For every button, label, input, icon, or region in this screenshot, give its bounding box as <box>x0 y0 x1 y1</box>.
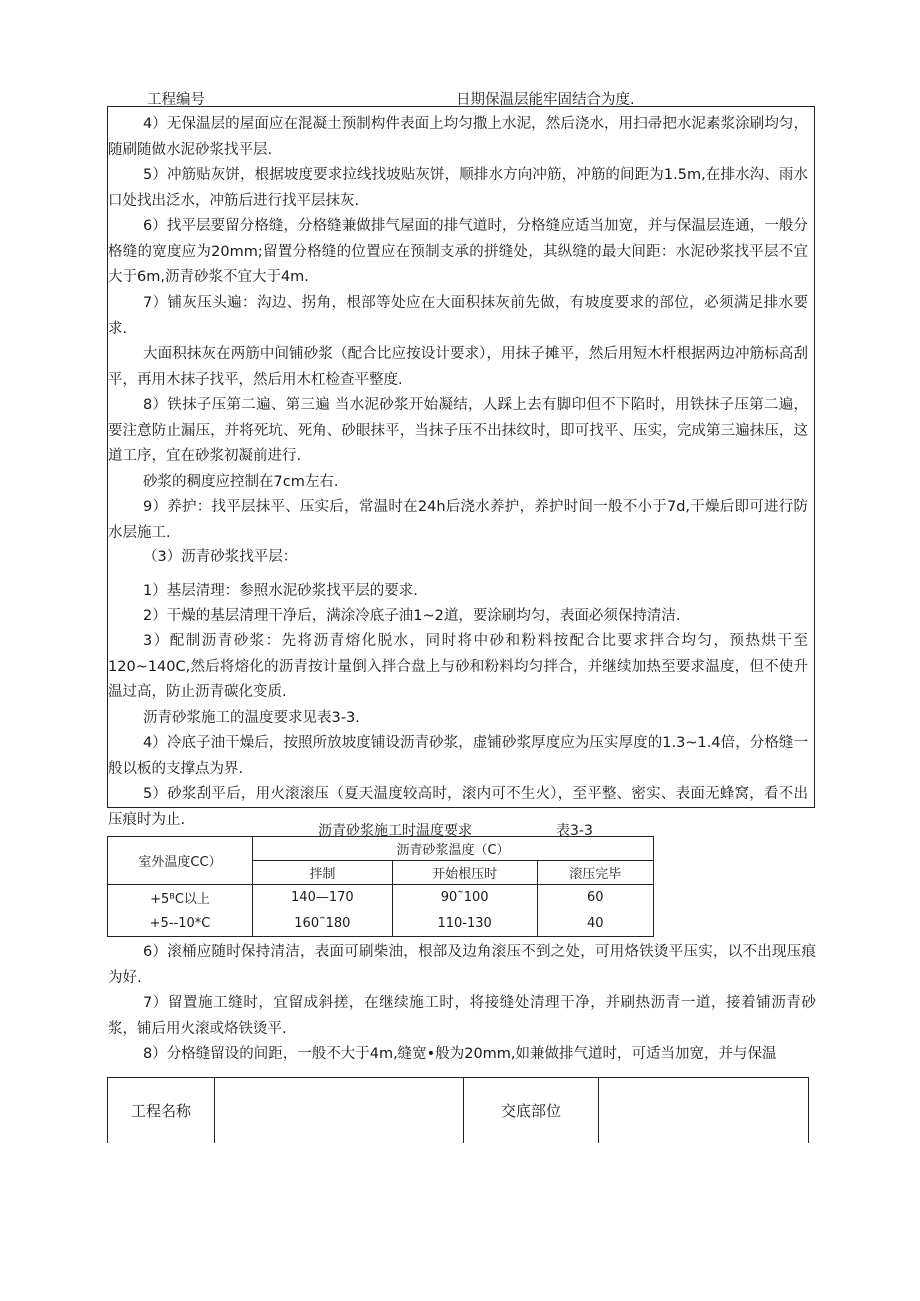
paragraph-temp-ref: 沥青砂浆施工的温度要求见表3-3. <box>143 710 360 726</box>
row1-start: 90˜100 <box>392 885 537 911</box>
row2-start: 110-130 <box>392 911 537 937</box>
date-note: 日期保温层能牢固结合为度. <box>456 92 635 108</box>
header-outdoor-temp: 室外温度CC） <box>108 837 253 885</box>
paragraph-7-construction-joint: 7）留置施工缝时，宜留成斜搓，在继续施工时，将接缝处清理干净，并刷热沥青一道，接着铺沥青砂浆，铺后用火滚或烙铁烫平. <box>108 995 816 1037</box>
header-start-rolling: 开始根压时 <box>392 861 537 885</box>
paragraph-6-roller: 6）滚桶应随时保持清洁，表面可刷柴油，根部及边角滚压不到之处，可用烙铁烫平压实，以不出现压痕为好. <box>108 944 816 986</box>
row1-mixing: 140—170 <box>253 885 393 911</box>
project-name-value <box>215 1078 464 1144</box>
header-finish-rolling: 滚压完毕 <box>537 861 653 885</box>
paragraph-8-joint-spacing: 8）分格缝留设的间距，一般不大于4m,缝宽•般为20mm,如兼做排气道时，可适当加宽，并与保温 <box>143 1046 777 1062</box>
header-mixing: 拌制 <box>253 861 393 885</box>
paragraph-2-primer: 2）干燥的基层清理干净后，满涂冷底子油1~2道，要涂刷均匀，表面必须保持清洁. <box>143 608 681 624</box>
row1-outdoor: +5ᴮC以上 <box>108 885 253 911</box>
temperature-table <box>107 836 654 937</box>
paragraph-8-trowel: 8）铁抹子压第二遍、第三遍 当水泥砂浆开始凝结，人踩上去有脚印但不下陷时，用铁抹子压第二遍，要注意防止漏压，并将死坑、死角、砂眼抹平，当抹子压不出抹纹时，即可找平、压实，完成第三遍抹压，这道工序，宜在砂浆初凝前进行. <box>108 397 808 464</box>
content-box <box>107 106 815 828</box>
project-number-label: 工程编号 <box>147 92 205 108</box>
row2-mixing: 160˜180 <box>253 911 393 937</box>
paragraph-consistency: 砂浆的稠度应控制在7cm左右. <box>143 474 339 490</box>
paragraph-large-area: 大面积抹灰在两筋中间铺砂浆（配合比应按设计要求），用抹子摊平，然后用短木杆根据两边冲筋标高刮平，再用木抹子找平，然后用木杠检查平整度. <box>108 346 808 388</box>
paragraph-9-curing: 9）养护：找平层抹平、压实后，常温时在24h后浇水养护，养护时间一般不小于7d,干燥后即可进行防水层施工. <box>108 499 808 541</box>
section-3-heading: （3）沥青砂浆找平层： <box>143 549 298 565</box>
header-mortar-temp: 沥青砂浆温度（C） <box>253 837 654 861</box>
paragraph-3-mixing: 3）配制沥青砂浆：先将沥青熔化脱水，同时将中砂和粉料按配合比要求拌合均匀，预热烘干至120~140C,然后将熔化的沥青按计量倒入拌合盘上与砂和粉料均匀拌合，并继续加热至要求温度，但不使升温过高，防止沥青碳化变质. <box>108 633 808 700</box>
project-info-table <box>107 1077 809 1143</box>
paragraph-4-laying: 4）冷底子油干燥后，按照所放坡度铺设沥青砂浆，虚铺砂浆厚度应为压实厚度的1.3~1.4倍，分格缝一般以板的支撑点为界. <box>108 735 808 777</box>
row1-end: 60 <box>537 885 653 911</box>
handover-part-value <box>599 1078 809 1144</box>
handover-part-label: 交底部位 <box>464 1078 599 1144</box>
paragraph-5-screeding: 5）冲筋贴灰饼，根据坡度要求拉线找坡贴灰饼，顺排水方向冲筋，冲筋的间距为1.5m,在排水沟、雨水口处找出泛水，冲筋后进行找平层抹灰. <box>108 167 808 209</box>
table-caption: 沥青砂浆施工时温度要求 <box>318 823 472 839</box>
row2-end: 40 <box>537 911 653 937</box>
paragraph-6-joints: 6）找平层要留分格缝，分格缝兼做排气屋面的排气道时，分格缝应适当加宽，并与保温层连通，一般分格缝的宽度应为20mm;留置分格缝的位置应在预制支承的拼缝处，其纵缝的最大间距：水泥砂浆找平层不宜大于6m,沥青砂浆不宜大于4m. <box>108 218 808 285</box>
project-name-label: 工程名称 <box>108 1078 215 1144</box>
row2-outdoor: +5--10*C <box>108 911 253 937</box>
paragraph-5-rolling: 5）砂浆刮平后，用火滚滚压（夏天温度较高时，滚内可不生火），至平整、密实、表面无蜂窝，看不出压痕时为止. <box>108 786 808 828</box>
paragraph-1-cleaning: 1）基层清理：参照水泥砂浆找平层的要求. <box>143 583 418 599</box>
table-number: 表3-3 <box>556 823 593 839</box>
paragraph-7-first-coat: 7）铺灰压头遍：沟边、拐角，根部等处应在大面积抹灰前先做，有坡度要求的部位，必须满足排水要求. <box>108 295 808 337</box>
paragraph-4-no-insulation: 4）无保温层的屋面应在混凝土预制构件表面上均匀撒上水泥，然后浇水，用扫帚把水泥素浆涂刷均匀，随刷随做水泥砂浆找平层. <box>108 116 808 158</box>
